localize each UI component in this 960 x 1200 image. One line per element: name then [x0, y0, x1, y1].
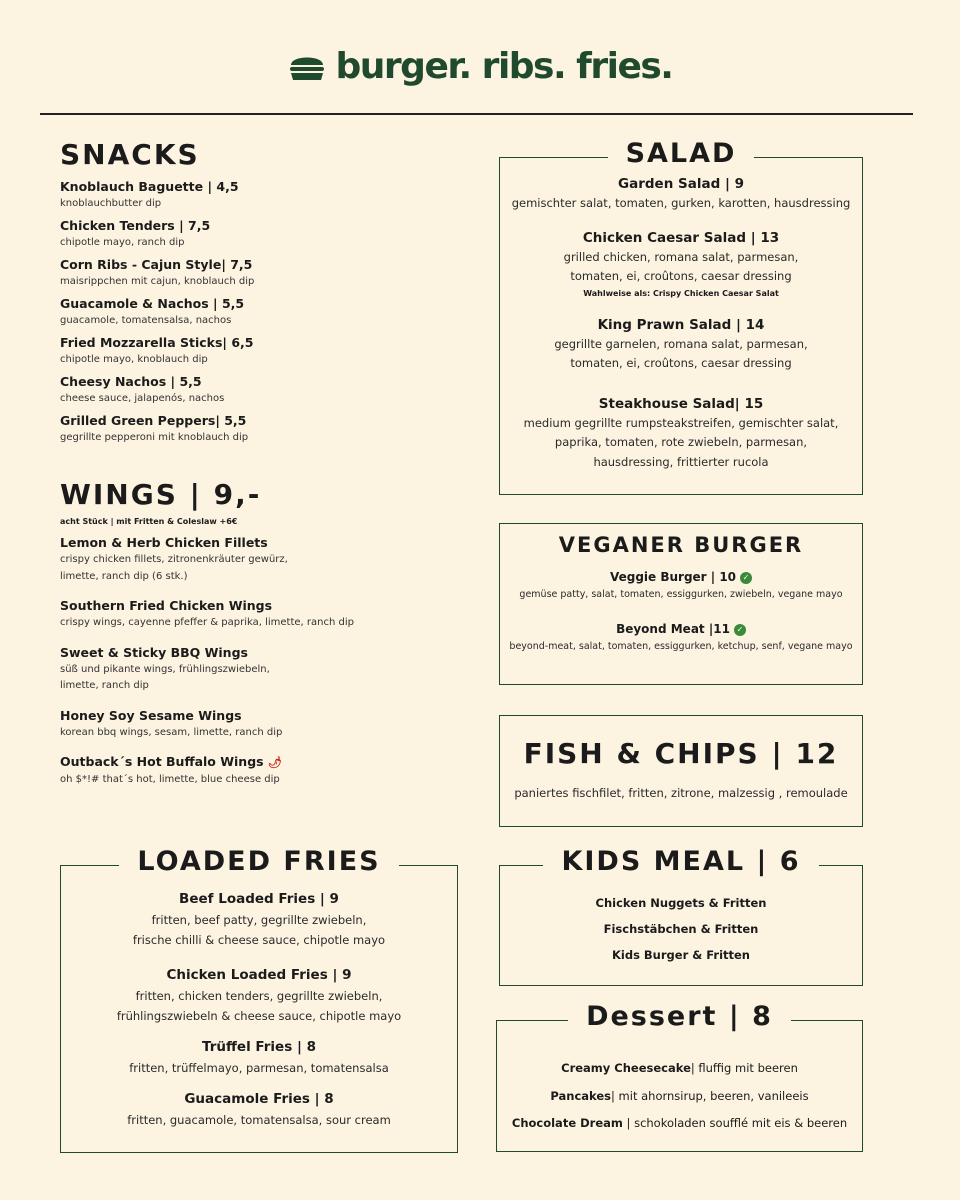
item-description: gegrillte pepperoni mit knoblauch dip — [60, 432, 249, 443]
menu-item — [500, 228, 862, 301]
snacks-section — [60, 138, 460, 451]
item-description: chipotle mayo, ranch dip — [60, 237, 185, 248]
item-description: gegrillte garnelen, romana salat, parmesan, — [554, 336, 808, 351]
item-description: | fluffig mit beeren — [690, 1061, 798, 1075]
item-price: 7,5 — [230, 257, 253, 272]
item-description: guacamole, tomatensalsa, nachos — [60, 315, 232, 326]
menu-item: Cheesy Nachos | 5,5 cheese sauce, jalapenós, nachos — [60, 373, 460, 407]
item-price: 7,5 — [188, 218, 211, 233]
brand-logo — [0, 46, 960, 87]
item-name: Southern Fried Chicken Wings — [60, 598, 273, 613]
item-description: tomaten, ei, croûtons, caesar dressing — [570, 269, 792, 283]
menu-item — [61, 964, 457, 1026]
item-price: 5,5 — [224, 413, 247, 428]
menu-item — [497, 1110, 862, 1138]
item-name: Guacamole & Nachos — [60, 296, 209, 311]
item-note: Wahlweise als: Crispy Chicken Caesar Salat — [583, 288, 779, 298]
salad-title: SALAD — [608, 138, 755, 169]
wings-note: acht Stück | mit Fritten & Coleslaw +6€ — [60, 517, 238, 526]
item-price: 6,5 — [231, 335, 254, 350]
snacks-title: SNACKS — [60, 138, 200, 171]
item-price: 5,5 — [179, 374, 202, 389]
menu-item: Grilled Green Peppers| 5,5 gegrillte pepperoni mit knoblauch dip — [60, 412, 460, 446]
item-description: knoblauchbutter dip — [60, 198, 162, 209]
menu-item — [500, 619, 862, 655]
item-name: Chicken Tenders — [60, 218, 175, 233]
menu-item: Corn Ribs - Cajun Style| 7,5 maisrippchen mit cajun, knoblauch dip — [60, 256, 460, 290]
item-description: fritten, guacamole, tomatensalsa, sour cream — [127, 1113, 391, 1127]
item-description: maisrippchen mit cajun, knoblauch dip — [60, 276, 255, 287]
item-name: Creamy Cheesecake — [561, 1061, 691, 1075]
item-name: Beef Loaded Fries | 9 — [179, 891, 339, 907]
item-name: Veggie Burger | 10 — [609, 570, 737, 584]
menu-item: Fried Mozzarella Sticks| 6,5 chipotle mayo, knoblauch dip — [60, 334, 460, 368]
dessert-title: Dessert | 8 — [568, 1001, 791, 1032]
item-description: paprika, tomaten, rote zwiebeln, parmesan, — [554, 435, 808, 449]
item-description: grilled chicken, romana salat, parmesan, — [563, 249, 799, 264]
menu-item — [500, 174, 862, 214]
item-description: limette, ranch dip — [60, 680, 149, 691]
vegan-burger-box — [499, 523, 863, 685]
loaded-fries-box — [60, 846, 458, 1153]
item-description: fritten, chicken tenders, gegrillte zwiebeln, — [135, 989, 383, 1003]
item-description: korean bbq wings, sesam, limette, ranch dip — [60, 726, 283, 738]
item-name: Beyond Meat |11 — [616, 622, 730, 636]
menu-item — [60, 534, 480, 585]
menu-item — [500, 315, 862, 374]
wings-title: WINGS | 9,- — [60, 478, 262, 511]
item-description: gemischter salat, tomaten, gurken, karotten, hausdressing — [511, 196, 851, 210]
item-name: Chicken Loaded Fries | 9 — [166, 967, 352, 983]
menu-item — [500, 567, 862, 603]
menu-item — [60, 644, 480, 695]
kids-item: Kids Burger & Fritten — [611, 948, 750, 962]
loaded-fries-title: LOADED FRIES — [119, 846, 398, 877]
menu-item: Chicken Tenders | 7,5 chipotle mayo, ranch dip — [60, 217, 460, 251]
item-name: Honey Soy Sesame Wings — [60, 707, 242, 723]
item-name: Cheesy Nachos — [60, 374, 167, 389]
item-description: tomaten, ei, croûtons, caesar dressing — [570, 356, 792, 370]
menu-item — [60, 753, 480, 789]
item-name: Corn Ribs - Cajun Style — [60, 257, 222, 272]
item-description: limette, ranch dip (6 stk.) — [60, 570, 188, 582]
logo-text: burger. ribs. fries. — [335, 46, 673, 87]
item-name: Pancakes — [550, 1088, 612, 1103]
menu-item — [500, 394, 862, 473]
item-description: beyond-meat, salat, tomaten, essiggurken, ketchup, senf, vegane mayo — [509, 641, 853, 652]
menu-item — [61, 888, 457, 950]
item-description: fritten, beef patty, gegrillte zwiebeln, — [151, 913, 367, 927]
menu-item — [60, 597, 480, 632]
item-name: Sweet & Sticky BBQ Wings — [60, 644, 248, 660]
item-description: frische chilli & cheese sauce, chipotle mayo — [132, 933, 386, 947]
item-name: Outback´s Hot Buffalo Wings — [60, 754, 264, 769]
kids-title: KIDS MEAL | 6 — [543, 846, 818, 877]
wings-section — [60, 478, 480, 801]
item-name: Garden Salad | 9 — [618, 176, 744, 192]
dessert-box — [496, 1001, 863, 1152]
menu-item — [60, 707, 480, 742]
item-name: Guacamole Fries | 8 — [184, 1091, 334, 1107]
item-description: oh $*!# that´s hot, limette, blue cheese dip — [60, 774, 280, 785]
item-description: fritten, trüffelmayo, parmesan, tomatensalsa — [129, 1061, 389, 1075]
fish-chips-box — [499, 715, 863, 827]
item-name: King Prawn Salad | 14 — [597, 316, 765, 333]
vegan-leaf-icon: ✓ — [740, 572, 752, 584]
menu-item — [497, 1083, 862, 1111]
item-description: chipotle mayo, knoblauch dip — [60, 354, 208, 365]
chili-icon: 🌶 — [267, 756, 282, 769]
item-name: Knoblauch Baguette — [60, 179, 204, 194]
menu-item: Knoblauch Baguette | 4,5 knoblauchbutter dip — [60, 178, 460, 212]
vegan-title: VEGANER BURGER — [558, 533, 804, 557]
menu-item — [61, 1036, 457, 1078]
item-name: Trüffel Fries | 8 — [202, 1039, 316, 1055]
menu-item — [497, 1055, 862, 1083]
item-name: Steakhouse Salad| 15 — [598, 395, 764, 412]
item-name: Grilled Green Peppers — [60, 413, 216, 428]
item-description: medium gegrillte rumpsteakstreifen, gemischter salat, — [523, 415, 839, 430]
item-name: Chicken Caesar Salad | 13 — [582, 229, 780, 246]
item-description: paniertes fischfilet, fritten, zitrone, malzessig , remoulade — [514, 786, 848, 800]
fish-title: FISH & CHIPS | 12 — [523, 737, 839, 770]
kids-item: Chicken Nuggets & Fritten — [595, 896, 767, 910]
menu-item: Guacamole & Nachos | 5,5 guacamole, tomatensalsa, nachos — [60, 295, 460, 329]
item-description: hausdressing, frittierter rucola — [593, 454, 769, 469]
item-description: frühlingszwiebeln & cheese sauce, chipotle mayo — [116, 1009, 402, 1023]
item-price: 4,5 — [216, 179, 239, 194]
item-description: gemüse patty, salat, tomaten, essiggurken, zwiebeln, vegane mayo — [519, 589, 843, 600]
item-description: | schokoladen soufflé mit eis & beeren — [622, 1116, 848, 1130]
item-description: crispy wings, cayenne pfeffer & paprika, limette, ranch dip — [60, 617, 354, 628]
salad-box — [499, 138, 863, 495]
vegan-leaf-icon: ✓ — [734, 624, 746, 636]
burger-icon — [288, 52, 326, 82]
item-name: Chocolate Dream — [511, 1116, 623, 1130]
item-name: Fried Mozzarella Sticks — [60, 335, 223, 350]
item-description: süß und pikante wings, frühlingszwiebeln, — [60, 663, 270, 675]
item-description: cheese sauce, jalapenós, nachos — [60, 393, 225, 404]
kids-item: Fischstäbchen & Fritten — [603, 922, 759, 936]
item-description: crispy chicken fillets, zitronenkräuter gewürz, — [60, 554, 288, 565]
item-description: | mit ahornsirup, beeren, vanileeis — [611, 1088, 809, 1103]
menu-item — [61, 1088, 457, 1130]
item-name: Lemon & Herb Chicken Fillets — [60, 535, 268, 550]
kids-meal-box — [499, 846, 863, 986]
header-divider — [40, 113, 913, 115]
item-price: 5,5 — [221, 296, 245, 311]
